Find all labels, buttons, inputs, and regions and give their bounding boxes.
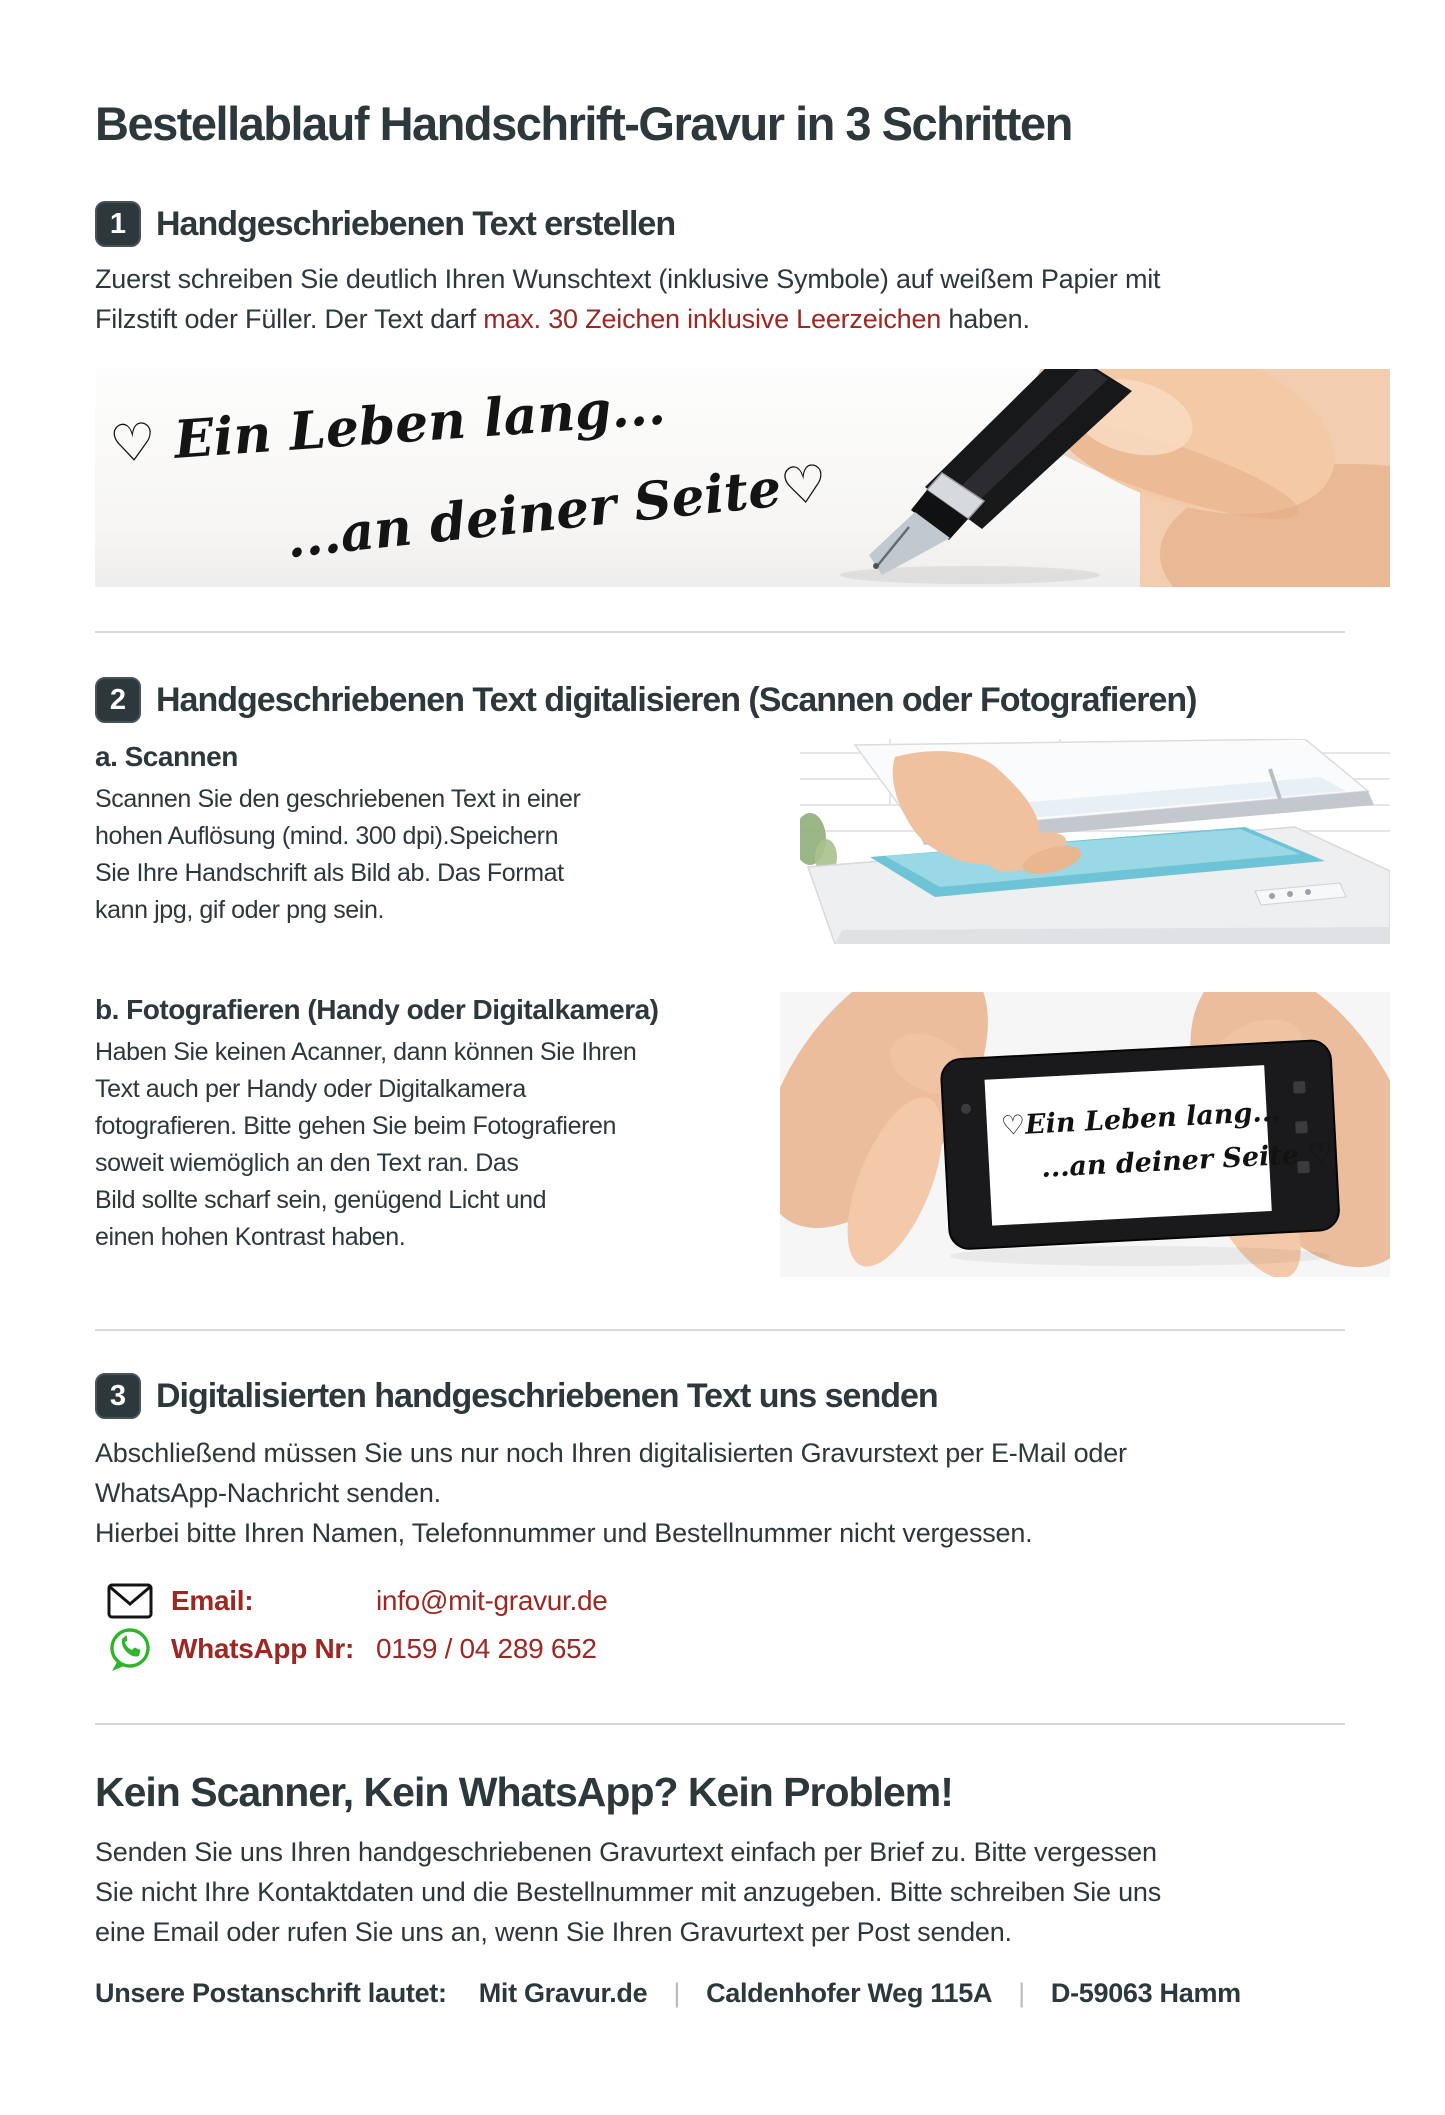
page-title: Bestellablauf Handschrift-Gravur in 3 Schritten [95,97,1072,150]
divider-2 [95,1329,1345,1331]
scanner-illustration [800,739,1390,944]
step2a-line: Scannen Sie den geschriebenen Text in einer [95,785,581,813]
step2b-line: Text auch per Handy oder Digitalkamera [95,1075,526,1103]
step1-paragraph [95,259,1390,339]
whatsapp-label: WhatsApp Nr: [171,1633,355,1664]
step2a-title: a. Scannen [95,741,238,772]
handwriting-line1: ♡ Ein Leben lang... [107,375,668,476]
postal-address-row [95,1978,1390,2009]
handwriting-line2: ...an deiner Seite♡ [283,452,831,571]
step3-line: Abschließend müssen Sie uns nur noch Ihren digitalisierten Gravurstext per E-Mail oder [95,1438,1127,1468]
address-label: Unsere Postanschrift lautet: [95,1978,447,2008]
step3-paragraph [95,1433,1390,1553]
step2a-line: Sie Ihre Handschrift als Bild ab. Das Format [95,859,564,887]
step1-line2-highlight: max. 30 Zeichen inklusive Leerzeichen [483,304,942,334]
step2-header [95,677,1390,723]
contact-block [95,1577,1390,1673]
step2b-block [95,992,1390,1277]
step2b-line: Bild sollte scharf sein, genügend Licht und [95,1186,547,1214]
step2a-block [95,739,1390,944]
step3-line: WhatsApp-Nachricht senden. [95,1478,441,1508]
email-label: Email: [171,1585,254,1616]
step2-number-badge: 2 [95,677,141,723]
photo-phone-hands [780,992,1390,1277]
address-city: D-59063 Hamm [1050,1978,1241,2008]
phone-screen-line2: ...an deiner Seite ♡ [1040,1137,1334,1184]
document-page [0,96,1390,2009]
address-separator: | [1018,1978,1025,2008]
step3-header [95,1373,1390,1419]
step2b-line: fotografieren. Bitte gehen Sie beim Fotografieren [95,1112,617,1140]
step3-number-badge: 3 [95,1373,141,1419]
fountain-pen-hand-illustration [830,369,1390,587]
step2-heading: Handgeschriebenen Text digitalisieren (Scannen oder Fotografieren) [156,680,1197,719]
step1-line2-before: Filzstift oder Füller. Der Text darf [95,304,484,334]
no-scanner-heading: Kein Scanner, Kein WhatsApp? Kein Problem! [95,1769,953,1815]
phone-screen-line1: ♡Ein Leben lang... [1000,1096,1282,1142]
step1-header [95,201,1390,247]
step2a-line: kann jpg, gif oder png sein. [95,896,385,924]
address-street: Caldenhofer Weg 115A [706,1978,993,2008]
email-icon [107,1583,171,1619]
step2b-line: Haben Sie keinen Acanner, dann können Sie Ihren [95,1038,637,1066]
phone-in-hands-illustration [780,992,1390,1277]
divider-1 [95,631,1345,633]
step2b-title: b. Fotografieren (Handy oder Digitalkamera) [95,994,659,1025]
step3-line: Hierbei bitte Ihren Namen, Telefonnummer und Bestellnummer nicht vergessen. [95,1518,1033,1548]
footer-line: eine Email oder rufen Sie uns an, wenn Sie Ihren Gravurtext per Post senden. [95,1917,1012,1947]
step1-number-badge: 1 [95,201,141,247]
photo-scanner [800,739,1390,944]
whatsapp-value: 0159 / 04 289 652 [376,1633,597,1664]
step1-text-line2 [95,299,1390,339]
footer-paragraph [95,1832,1390,1952]
step2a-line: hohen Auflösung (mind. 300 dpi).Speichern [95,822,559,850]
footer-line: Senden Sie uns Ihren handgeschriebenen Gravurtext einfach per Brief zu. Bitte vergessen [95,1837,1157,1867]
step3-heading: Digitalisierten handgeschriebenen Text uns senden [156,1376,938,1415]
step1-text-line1: Zuerst schreiben Sie deutlich Ihren Wunschtext (inklusive Symbole) auf weißem Papier mit [95,264,1161,294]
photo-handwriting-pen [95,369,1390,587]
step2b-line: einen hohen Kontrast haben. [95,1223,406,1251]
step1-heading: Handgeschriebenen Text erstellen [156,204,676,243]
whatsapp-icon [107,1626,171,1672]
address-separator: | [673,1978,681,2008]
contact-row-email [95,1577,1390,1625]
step2b-line: soweit wiemöglich an den Text ran. Das [95,1149,519,1177]
address-company: Mit Gravur.de [478,1978,648,2008]
contact-row-whatsapp [95,1625,1390,1673]
step2a-text [95,739,800,944]
step2b-text [95,992,780,1277]
step1-line2-after: haben. [941,304,1030,334]
email-value: info@mit-gravur.de [376,1585,608,1616]
footer-line: Sie nicht Ihre Kontaktdaten und die Bestellnummer mit anzugeben. Bitte schreiben Sie uns [95,1877,1162,1907]
divider-3 [95,1723,1345,1725]
